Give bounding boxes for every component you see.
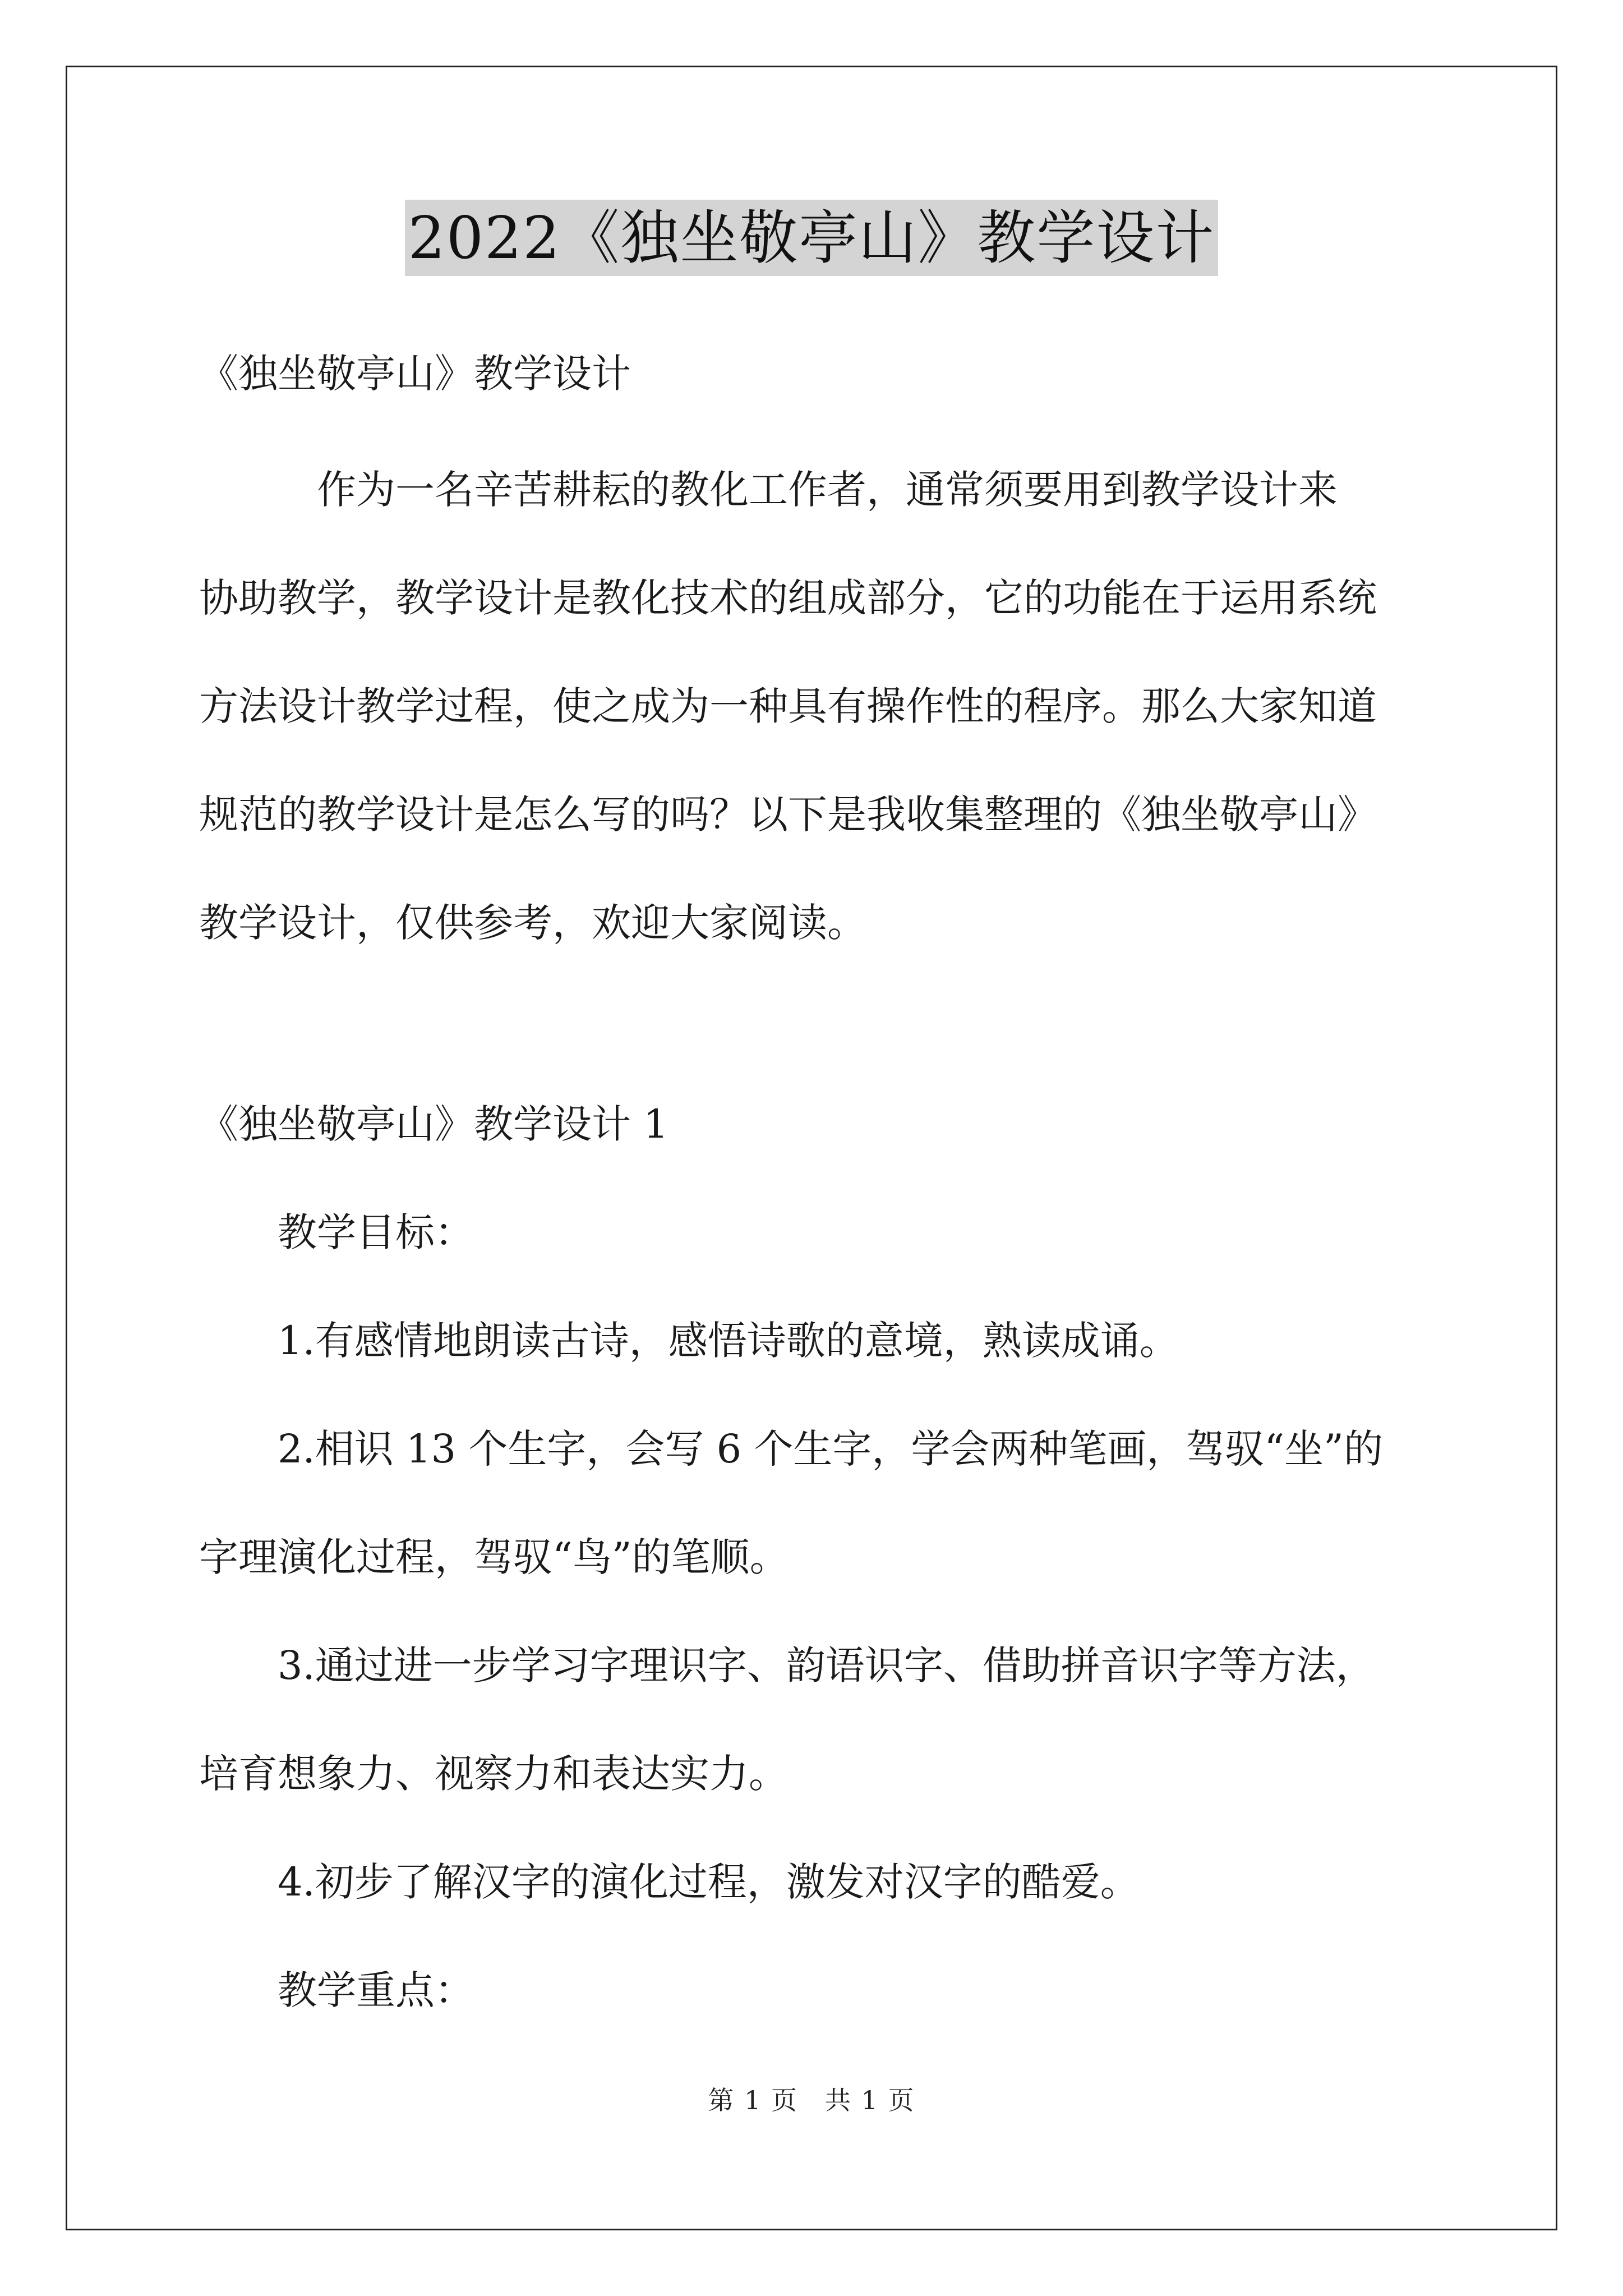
- body-line-7: 4.初步了解汉字的演化过程，激发对汉字的酷爱。: [199, 1859, 1140, 1905]
- intro-line-5: 教学设计，仅供参考，欢迎大家阅读。: [199, 900, 866, 946]
- body-line-5: 3.通过进一步学习字理识字、韵语识字、借助拼音识字等方法，: [199, 1642, 1375, 1688]
- body-line-8: 教学重点：: [199, 1967, 474, 2013]
- intro-line-2: 协助教学，教学设计是教化技术的组成部分，它的功能在于运用系统: [199, 575, 1377, 621]
- document-subtitle: 《独坐敬亭山》教学设计: [199, 351, 631, 397]
- body-line-4: 字理演化过程，驾驭“鸟”的笔顺。: [199, 1534, 789, 1580]
- title-block: [0, 200, 1623, 276]
- body-line-2: 1.有感情地朗读古诗，感悟诗歌的意境，熟读成诵。: [199, 1318, 1179, 1364]
- body-line-1: 教学目标：: [199, 1209, 474, 1255]
- intro-line-3: 方法设计教学过程，使之成为一种具有操作性的程序。那么大家知道: [199, 683, 1377, 729]
- page-footer: [0, 2080, 1623, 2117]
- intro-line-4: 规范的教学设计是怎么写的吗？以下是我收集整理的《独坐敬亭山》: [199, 792, 1377, 838]
- intro-line-1: 作为一名辛苦耕耘的教化工作者，通常须要用到教学设计来: [199, 467, 1338, 513]
- document-title: 2022《独坐敬亭山》教学设计: [405, 200, 1219, 276]
- page-number-label: 第 1 页 共 1 页: [708, 2085, 915, 2115]
- body-line-6: 培育想象力、视察力和表达实力。: [199, 1751, 788, 1797]
- body-line-3: 2.相识 13 个生字，会写 6 个生字，学会两种笔画，驾驭“坐”的: [199, 1426, 1383, 1472]
- section-heading: 《独坐敬亭山》教学设计 1: [199, 1101, 668, 1147]
